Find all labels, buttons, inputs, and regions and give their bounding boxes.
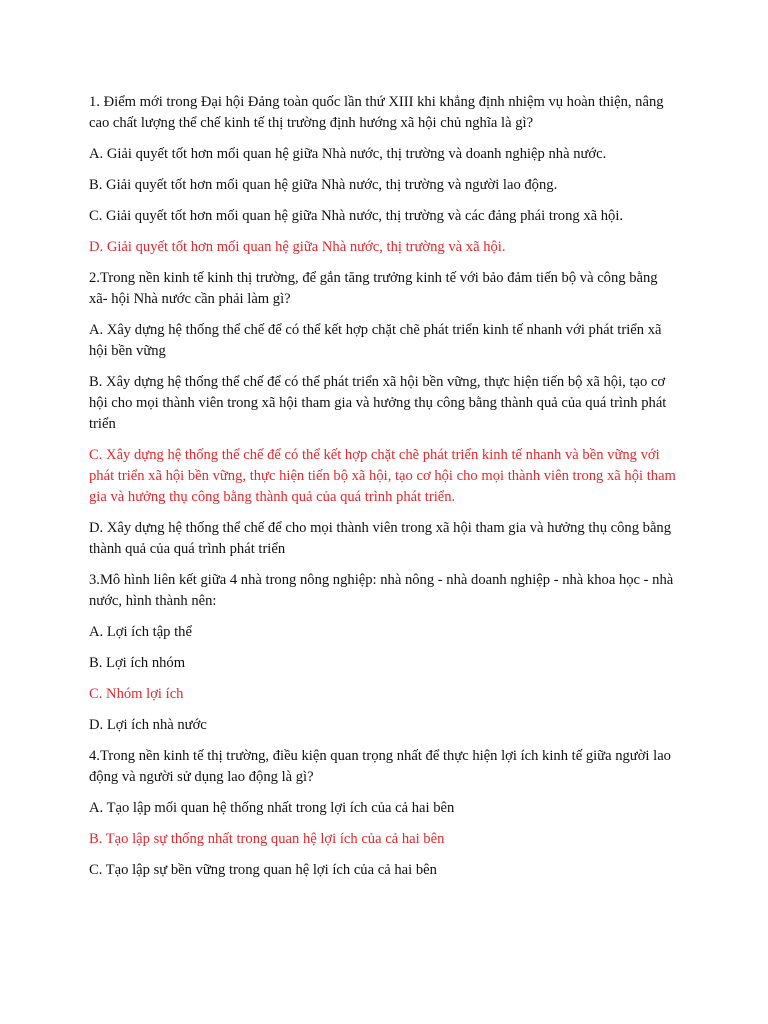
question-3-option-c-correct: C. Nhóm lợi ích: [89, 686, 184, 702]
question-1-option-b: B. Giải quyết tốt hơn mối quan hệ giữa Nhà nước, thị trường và người lao động.: [89, 177, 558, 193]
question-1: 1. Điểm mới trong Đại hội Đảng toàn quốc lần thứ XIII khi khẳng định nhiệm vụ hoàn thiện, nâng cao chất lượng thể chế kinh tế thị trường định hướng xã hội chủ nghĩa là gì?: [89, 94, 664, 131]
question-3-option-d: D. Lợi ích nhà nước: [89, 717, 207, 733]
question-1-option-c: C. Giải quyết tốt hơn mối quan hệ giữa Nhà nước, thị trường và các đảng phái trong xã hội.: [89, 208, 624, 224]
question-4-option-a: A. Tạo lập mối quan hệ thống nhất trong lợi ích của cả hai bên: [89, 800, 455, 816]
question-2-option-a: A. Xây dựng hệ thống thể chế để có thể kết hợp chặt chẽ phát triển kinh tế nhanh với phát triển xã hội bền vững: [89, 322, 662, 359]
question-4: 4.Trong nền kinh tế thị trường, điều kiện quan trọng nhất để thực hiện lợi ích kinh tế giữa người lao động và người sử dụng lao động là gì?: [89, 748, 671, 785]
question-3-option-a: A. Lợi ích tập thể: [89, 624, 192, 640]
question-4-option-b-correct: B. Tạo lập sự thống nhất trong quan hệ lợi ích của cả hai bên: [89, 831, 445, 847]
question-2-option-d: D. Xây dựng hệ thống thể chế để cho mọi thành viên trong xã hội tham gia và hưởng thụ công bằng thành quả của quá trình phát triển: [89, 520, 672, 557]
question-3: 3.Mô hình liên kết giữa 4 nhà trong nông nghiệp: nhà nông - nhà doanh nghiệp - nhà khoa học - nhà nước, hình thành nên:: [89, 572, 674, 609]
question-4-option-c: C. Tạo lập sự bền vững trong quan hệ lợi ích của cả hai bên: [89, 862, 437, 878]
question-3-option-b: B. Lợi ích nhóm: [89, 655, 186, 671]
question-2-option-b: B. Xây dựng hệ thống thể chế để có thể phát triển xã hội bền vững, thực hiện tiến bộ xã hội, tạo cơ hội cho mọi thành viên trong xã hội tham gia và hưởng thụ công bằng thành quả của quá trình phát triển: [89, 374, 667, 432]
question-2-option-c-correct: C. Xây dựng hệ thống thể chế để có thể kết hợp chặt chẽ phát triển kinh tế nhanh và bền vững với phát triển xã hội bền vững, thực hiện tiến bộ xã hội, tạo cơ hội cho mọi thành viên trong xã hội tham gia và hưởng thụ công bằng thành quả của quá trình phát triển.: [89, 447, 676, 505]
question-2: 2.Trong nền kinh tế kinh thị trường, để gắn tăng trưởng kinh tế với bảo đảm tiến bộ và công bằng xã- hội Nhà nước cần phải làm gì?: [89, 270, 658, 307]
question-1-option-a: A. Giải quyết tốt hơn mối quan hệ giữa Nhà nước, thị trường và doanh nghiệp nhà nước.: [89, 146, 607, 162]
question-1-option-d-correct: D. Giải quyết tốt hơn mối quan hệ giữa Nhà nước, thị trường và xã hội.: [89, 239, 506, 255]
document-page: [89, 92, 679, 891]
